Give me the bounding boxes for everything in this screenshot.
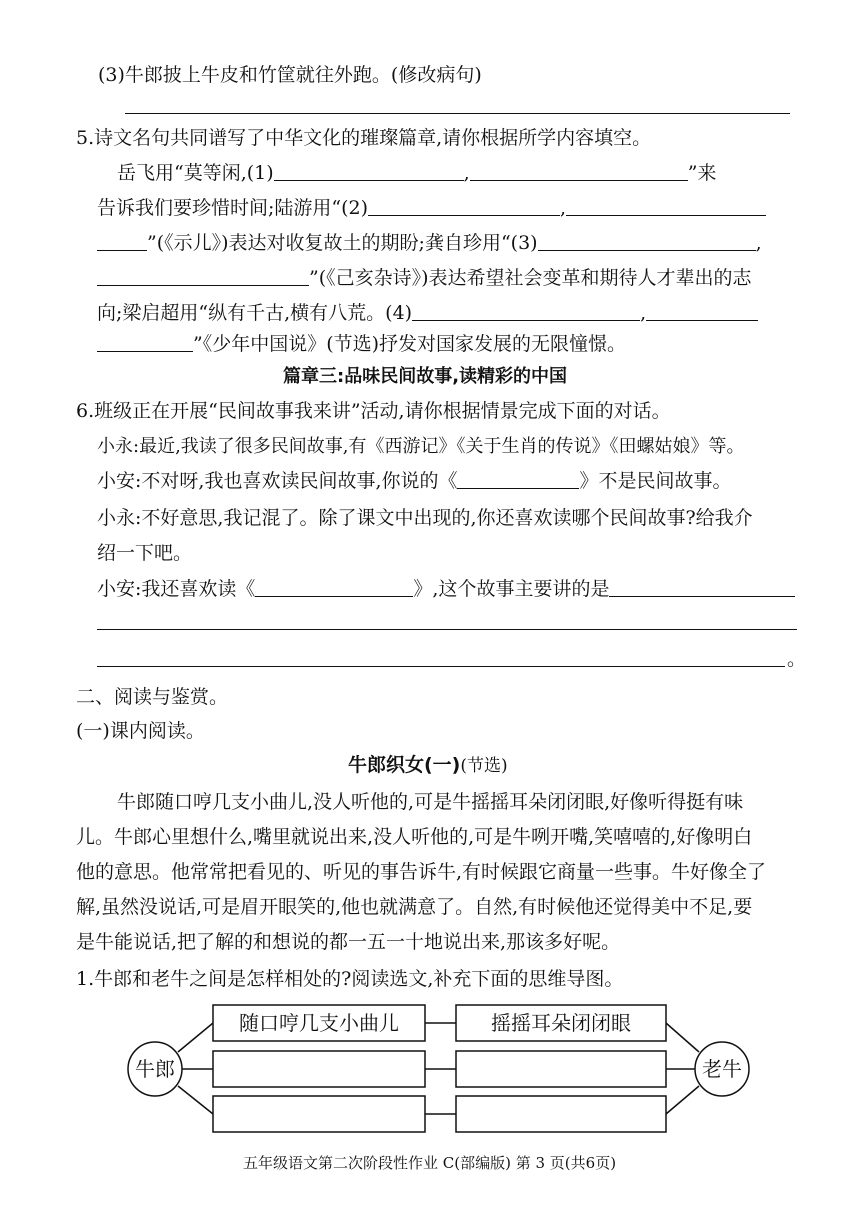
right-node-label: 老牛 bbox=[702, 1057, 742, 1081]
left-node-label: 牛郎 bbox=[135, 1057, 175, 1081]
connector-r3 bbox=[666, 1086, 699, 1114]
q1-stem: 1.牛郎和老牛之间是怎样相处的?阅读选文,补充下面的思维导图。 bbox=[76, 968, 624, 990]
section3-title: 篇章三:品味民间故事,读精彩的中国 bbox=[283, 366, 568, 387]
q5-stem: 5.诗文名句共同谱写了中华文化的璀璨篇章,请你根据所学内容填空。 bbox=[76, 127, 652, 149]
right-box-2[interactable] bbox=[456, 1051, 666, 1087]
q5-l1-text: 岳飞用“莫等闲,(1) bbox=[117, 162, 274, 184]
passage-title-note: (节选) bbox=[460, 756, 508, 776]
q6-d4-mid: 》,这个故事主要讲的是 bbox=[413, 578, 610, 600]
right-box-3[interactable] bbox=[456, 1096, 666, 1132]
q6-d2-end: 》不是民间故事。 bbox=[579, 470, 732, 492]
left-box-2[interactable] bbox=[213, 1051, 425, 1087]
part2-title: 二、阅读与鉴赏。 bbox=[76, 686, 229, 708]
passage-line-4: 解,虽然没说话,可是眉开眼笑的,他也就满意了。自然,有时候他还觉得美中不足,要 bbox=[76, 896, 753, 918]
q6-d4-text: 小安:我还喜欢读《 bbox=[97, 578, 256, 600]
q3-sentence: (3)牛郎披上牛皮和竹筐就往外跑。(修改病句) bbox=[98, 64, 482, 86]
q5-l4-text: ”(《己亥杂诗》)表达希望社会变革和期待人才辈出的志 bbox=[309, 267, 752, 289]
q6-dialog-3b: 绍一下吧。 bbox=[97, 542, 193, 564]
q6-d2-text: 小安:不对呀,我也喜欢读民间故事,你说的《 bbox=[97, 470, 458, 492]
q5-l1-end: ”来 bbox=[687, 162, 717, 184]
passage-line-1: 牛郎随口哼几支小曲儿,没人听他的,可是牛摇摇耳朵闭闭眼,好像听得挺有味 bbox=[117, 791, 744, 813]
right-box-1-text: 摇摇耳朵闭闭眼 bbox=[491, 1011, 631, 1035]
left-box-1-text: 随口哼几支小曲儿 bbox=[239, 1011, 399, 1035]
q6-stem: 6.班级正在开展“民间故事我来讲”活动,请你根据情景完成下面的对话。 bbox=[76, 400, 671, 422]
q5-l3-sep: , bbox=[755, 232, 762, 254]
q5-l5-text: 向;梁启超用“纵有千古,横有八荒。(4) bbox=[97, 302, 413, 324]
passage-line-2: 儿。牛郎心里想什么,嘴里就说出来,没人听他的,可是牛咧开嘴,笑嘻嘻的,好像明白 bbox=[76, 826, 753, 848]
q5-l2-text: 告诉我们要珍惜时间;陆游用“(2) bbox=[97, 197, 369, 219]
passage-line-5: 是牛能说话,把了解的和想说的都一五一十地说出来,那该多好呢。 bbox=[76, 931, 621, 953]
q5-l5-sep: , bbox=[640, 302, 647, 324]
connector-l1 bbox=[178, 1023, 213, 1052]
q6-dialog-1: 小永:最近,我读了很多民间故事,有《西游记》《关于生肖的传说》《田螺姑娘》等。 bbox=[97, 436, 745, 457]
q5-l2-sep: , bbox=[560, 197, 567, 219]
connector-l3 bbox=[178, 1086, 213, 1114]
q6-dialog-3: 小永:不好意思,我记混了。除了课文中出现的,你还喜欢读哪个民间故事?给我介 bbox=[97, 507, 753, 529]
passage-line-3: 他的意思。他常常把看见的、听见的事告诉牛,有时候跟它商量一些事。牛好像全了 bbox=[76, 861, 767, 883]
q5-l1-sep: , bbox=[463, 162, 470, 184]
part2-subtitle: (一)课内阅读。 bbox=[76, 720, 205, 742]
q6-end-mark: 。 bbox=[787, 648, 807, 670]
connector-r1 bbox=[666, 1023, 699, 1052]
q5-l3-text: ”(《示儿》)表达对收复故土的期盼;龚自珍用“(3) bbox=[147, 232, 538, 254]
q5-l6-text: ”《少年中国说》(节选)抒发对国家发展的无限憧憬。 bbox=[193, 333, 627, 355]
passage-title-main: 牛郎织女(一) bbox=[348, 754, 461, 776]
left-box-3[interactable] bbox=[213, 1096, 425, 1132]
page-footer: 五年级语文第二次阶段性作业 C(部编版) 第 3 页(共6页) bbox=[243, 1154, 617, 1172]
